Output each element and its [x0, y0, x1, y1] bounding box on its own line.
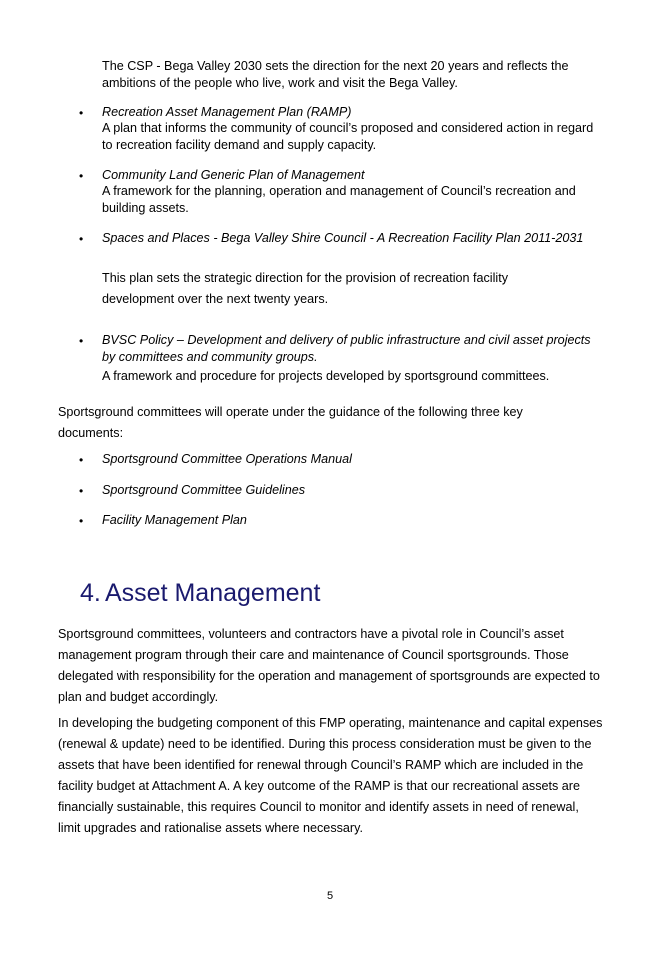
- key-document-title: Sportsground Committee Operations Manual: [102, 452, 352, 466]
- plan-description: A framework for the planning, operation and management of Council’s recreation and building assets.: [102, 184, 576, 215]
- bullet-marker: •: [79, 169, 84, 183]
- bullet-marker: •: [79, 106, 84, 120]
- section-heading: [80, 578, 320, 608]
- plan-description: A plan that informs the community of council’s proposed and considered action in regard to recreation facility demand and supply capacity.: [102, 121, 594, 152]
- section-paragraph: Sportsground committees, volunteers and contractors have a pivotal role in Council’s asset management program through their care and maintenance of Council sportsgrounds. Those delegated with responsibility for the operation and management of sportsgrounds are expected to plan and budget accordingly.: [58, 627, 600, 704]
- plan-title: Community Land Generic Plan of Management: [102, 168, 365, 182]
- section-title: Asset Management: [105, 579, 321, 607]
- plan-description: A framework and procedure for projects developed by sportsground committees.: [102, 369, 550, 383]
- plan-description: This plan sets the strategic direction for the provision of recreation facility development over the next twenty years.: [102, 271, 508, 306]
- plan-title: Spaces and Places - Bega Valley Shire Council - A Recreation Facility Plan 2011-2031: [102, 231, 584, 245]
- section-number: 4.: [80, 579, 101, 607]
- plan-title: Recreation Asset Management Plan (RAMP): [102, 105, 352, 119]
- bullet-marker: •: [79, 484, 84, 498]
- plan-title: BVSC Policy – Development and delivery of public infrastructure and civil asset projects by committees and community groups.: [102, 333, 591, 364]
- key-document-title: Facility Management Plan: [102, 513, 247, 527]
- section-paragraph: In developing the budgeting component of this FMP operating, maintenance and capital expenses (renewal & update) need to be identified. During this process consideration must be given to the assets that have been identified for renewal through Council’s RAMP which are included in the facility budget at Attachment A. A key outcome of the RAMP is that our recreational assets are financially sustainable, this requires Council to monitor and identify assets in need of renewal, limit upgrades and rationalise assets where necessary.: [58, 716, 603, 835]
- bullet-marker: •: [79, 453, 84, 467]
- key-document-title: Sportsground Committee Guidelines: [102, 483, 306, 497]
- committee-intro-text: Sportsground committees will operate under the guidance of the following three key documents:: [58, 405, 523, 440]
- bullet-marker: •: [79, 334, 84, 348]
- bullet-marker: •: [79, 514, 84, 528]
- bullet-marker: •: [79, 232, 84, 246]
- csp-intro-text: The CSP - Bega Valley 2030 sets the direction for the next 20 years and reflects the ambitions of the people who live, work and visit the Bega Valley.: [102, 59, 569, 90]
- page-number: 5: [326, 890, 334, 902]
